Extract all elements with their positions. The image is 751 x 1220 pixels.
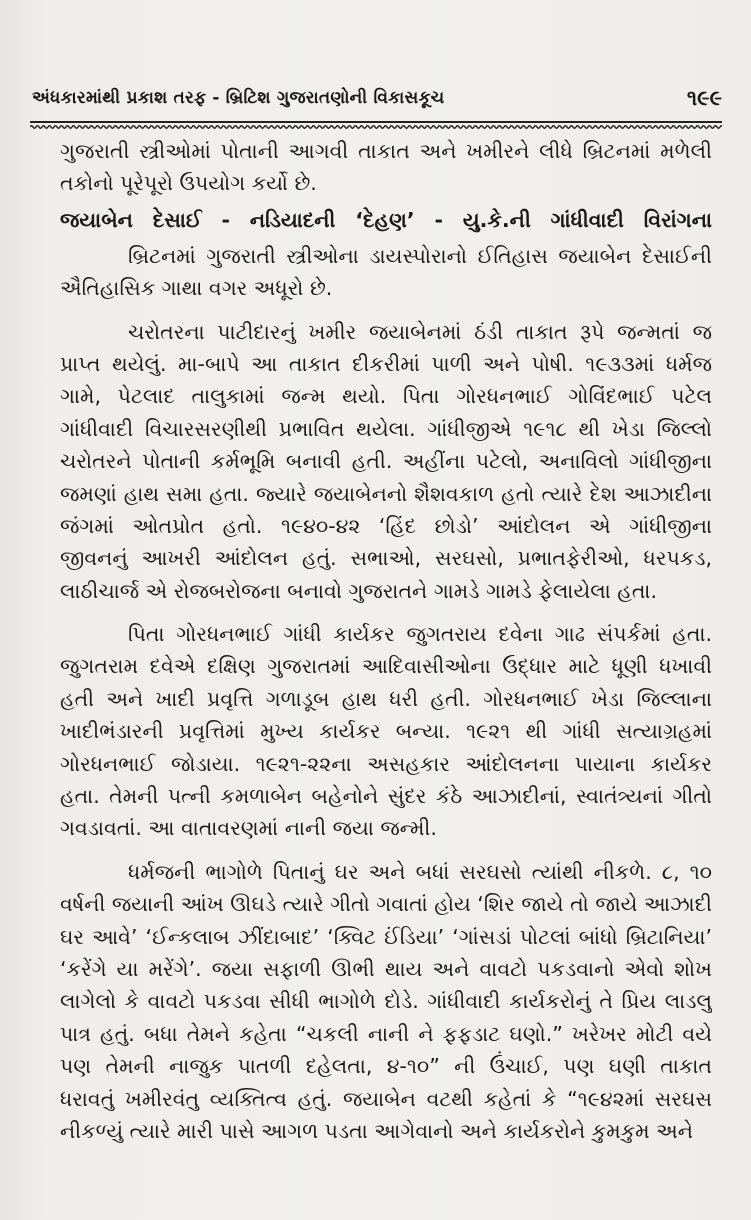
text-line: નીકળ્યું ત્યારે મારી પાસે આગળ પડતા આગેવાનો અને કાર્યકરોને કુમકુમ અને: [60, 1118, 694, 1143]
text-line: પિતા ગોરધનભાઈ ગાંધી કાર્યકર જુગતરાય દવેના ગાઢ સંપર્કમાં હતા.: [128, 622, 712, 647]
text-line: જમણાં હાથ સમા હતા. જ્યારે જયાબેનનો શૈશવકાળ હતો ત્યારે દેશ આઝાદીના: [60, 481, 712, 506]
text-line: ગામે, પેટલાદ તાલુકામાં જન્મ થયો. પિતા ગોરધનભાઈ ગોવિંદભાઈ પટેલ: [60, 384, 712, 409]
text-line: ગાંધીવાદી વિચારસરણીથી પ્રભાવિત થયેલા. ગાંધીજીએ ૧૯૧૮ થી ખેડા જિલ્લો: [60, 416, 712, 441]
text-line: હતા. તેમની પત્ની કમળાબેન બહેનોને સુંદર કંઠે આઝાદીનાં, સ્વાતંત્ર્યનાં ગીતો: [60, 784, 712, 809]
text-line: ગુજરાતી સ્ત્રીઓમાં પોતાની આગવી તાકાત અને ખમીરને લીધે બ્રિટનમાં મળેલી: [60, 139, 712, 163]
text-line: જુગતરામ દવેએ દક્ષિણ ગુજરાતમાં આદિવાસીઓના ઉદ્ધાર માટે ધૂણી ધખાવી: [60, 654, 712, 679]
text-line: પણ તેમની નાજુક પાતળી દહેલતા, ૪-૧૦” ની ઉંચાઈ, પણ ઘણી તાકાત: [60, 1054, 712, 1079]
text-line: તકોનો પૂરેપૂરો ઉપયોગ કર્યો છે.: [60, 171, 317, 196]
text-line: ‘કરેંગે યા મરેંગે’. જયા સફાળી ઊભી થાય અને વાવટો પકડવાનો એવો શોખ: [60, 956, 712, 981]
text-line: વર્ષની જયાની આંખ ઊઘડે ત્યારે ગીતો ગવાતાં હોય ‘શિર જાયે તો જાયે આઝાદી: [60, 892, 712, 917]
text-line: લાઠીચાર્જ એ રોજબરોજના બનાવો ગુજરાતને ગામડે ગામડે ફેલાયેલા હતા.: [60, 578, 657, 603]
text-line: પ્રાપ્ત થયેલું. મા-બાપે આ તાકાત દીકરીમાં પાળી અને પોષી. ૧૯૩૩માં ધર્મજ: [60, 351, 712, 376]
header-rule: [30, 120, 722, 130]
section-heading: જયાબેન દેસાઈ - નડિયાદની ‘દેહણ’ - યુ.કે.ની ગાંધીવાદી વિરાંગના: [60, 207, 712, 232]
text-line: હતી અને ખાદી પ્રવૃત્તિ ગળાડૂબ હાથ ધરી હતી. ગોરધનભાઈ ખેડા જિલ્લાના: [60, 686, 712, 711]
page-number: ૧૯૯: [686, 86, 722, 110]
text-line: જંગમાં ઓતપ્રોત હતો. ૧૯૪૦-૪૨ ‘હિંદ છોડો’ આંદોલન એ ગાંધીજીના: [60, 513, 712, 538]
running-header: [30, 88, 722, 118]
text-line: ખાદીભંડારની પ્રવૃત્તિમાં મુખ્ય કાર્યકર બન્યા. ૧૯૨૧ થી ગાંધી સત્યાગ્રહમાં: [60, 719, 712, 744]
text-line: ગોરધનભાઈ જોડાયા. ૧૯૨૧-૨૨ના અસહકાર આંદોલનના પાયાના કાર્યકર: [60, 751, 712, 776]
page-body: [60, 135, 712, 1147]
running-title: અંધકારમાંથી પ્રકાશ તરફ - બ્રિટિશ ગુજરાતણોની વિકાસકૂચ: [32, 88, 445, 108]
text-line: ઘર આવે’ ‘ઈન્કલાબ ઝીંદાબાદ’ ‘ક્વિટ ઈંડિયા’ ‘ગાંસડાં પોટલાં બાંધો બ્રિટાનિયા’: [60, 924, 712, 949]
text-line: ઐતિહાસિક ગાથા વગર અધૂરો છે.: [60, 276, 333, 301]
text-line: ધર્મજની ભાગોળે પિતાનું ઘર અને બધાં સરઘસો ત્યાંથી નીકળે. ૮, ૧૦: [128, 859, 712, 884]
text-line: ગવડાવતાં. આ વાતાવરણમાં નાની જયા જન્મી.: [60, 816, 437, 841]
text-line: ચરોતરને પોતાની કર્મભૂમિ બનાવી હતી. અહીંના પટેલો, અનાવિલો ગાંધીજીના: [60, 449, 712, 474]
text-line: પાત્ર હતું. બધા તેમને કહેતા “ચકલી નાની ને ફફડાટ ઘણો.” ખરેખર મોટી વયે: [60, 1021, 712, 1046]
text-line: બ્રિટનમાં ગુજરાતી સ્ત્રીઓના ડાયસ્પોરાનો ઈતિહાસ જયાબેન દેસાઈની: [128, 243, 712, 268]
text-line: ધરાવતું ખમીરવંતુ વ્યક્તિત્વ હતું. જયાબેન વટથી કહેતાં કે “૧૯૪૨માં સરઘસ: [60, 1086, 712, 1111]
text-line: લાગેલો કે વાવટો પકડવા સીધી ભાગોળે દોડે. ગાંધીવાદી કાર્યકરોનું તે પ્રિય લાડલુ: [60, 989, 712, 1014]
text-line: ચરોતરના પાટીદારનું ખમીર જયાબેનમાં ઠંડી તાકાત રૂપે જન્મતાં જ: [128, 319, 712, 344]
text-line: જીવનનું આખરી આંદોલન હતું. સભાઓ, સરઘસો, પ્રભાતફેરીઓ, ધરપકડ,: [60, 546, 712, 571]
